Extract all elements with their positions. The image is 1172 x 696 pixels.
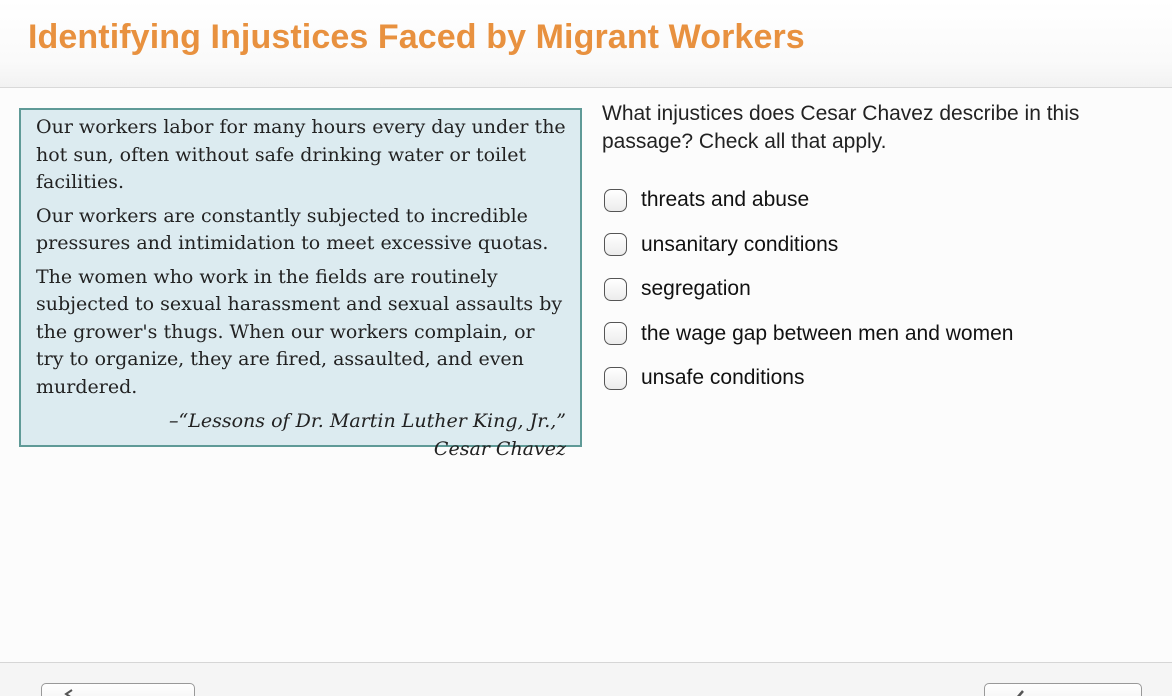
option-label[interactable]: unsafe conditions [641, 366, 805, 390]
option-unsanitary-conditions[interactable] [602, 223, 1162, 268]
passage-paragraph: Our workers are constantly subjected to incredible pressures and intimidation to meet excessive quotas. [36, 204, 549, 254]
option-segregation[interactable] [602, 267, 1162, 312]
footer-bar [0, 662, 1172, 696]
next-button[interactable] [984, 683, 1142, 696]
checkbox[interactable] [604, 322, 627, 345]
citation-title: –“Lessons of Dr. Martin Luther King, Jr.,” [169, 410, 566, 432]
option-label[interactable]: the wage gap between men and women [641, 321, 1014, 345]
option-wage-gap[interactable] [602, 312, 1162, 357]
answer-options [602, 178, 1162, 401]
option-label[interactable]: segregation [641, 277, 751, 301]
header [0, 0, 1172, 88]
citation-author: Cesar Chavez [433, 438, 566, 460]
previous-button[interactable] [41, 683, 195, 696]
checkbox[interactable] [604, 233, 627, 256]
question-prompt: What injustices does Cesar Chavez describe in this passage? Check all that apply. [602, 102, 1080, 153]
option-threats-and-abuse[interactable] [602, 178, 1162, 223]
back-arrow-icon [64, 689, 74, 696]
checkbox[interactable] [604, 278, 627, 301]
page-title: Identifying Injustices Faced by Migrant Workers [28, 18, 805, 56]
checkbox[interactable] [604, 367, 627, 390]
pencil-icon [1015, 689, 1025, 696]
passage-box [19, 108, 582, 460]
question-panel [602, 100, 1162, 401]
passage-paragraph: Our workers labor for many hours every day under the hot sun, often without safe drinking water or toilet facilities. [36, 116, 566, 193]
option-unsafe-conditions[interactable] [602, 356, 1162, 401]
passage-paragraph: The women who work in the fields are routinely subjected to sexual harassment and sexual assaults by the grower's thugs. When our workers complain, or try to organize, they are fired, assaulted, and even murdered. [36, 265, 563, 398]
citation [36, 407, 566, 463]
option-label[interactable]: unsanitary conditions [641, 232, 839, 256]
option-label[interactable]: threats and abuse [641, 188, 810, 212]
checkbox[interactable] [604, 189, 627, 212]
